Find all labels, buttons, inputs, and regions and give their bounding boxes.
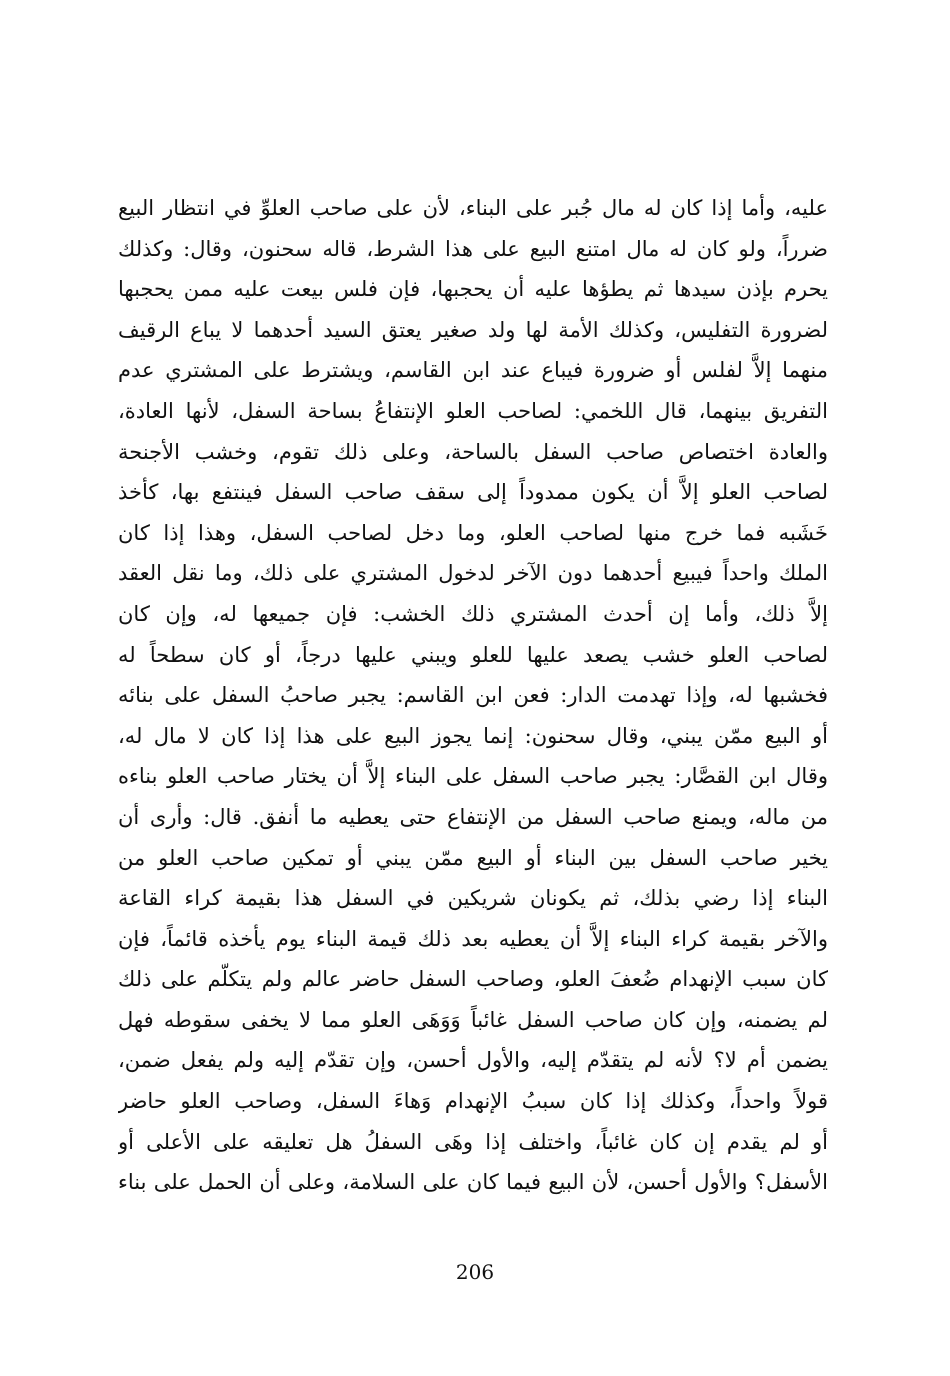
- page-number: 206: [455, 1260, 495, 1284]
- text-line: خَشَبه فما خرج منها لصاحب العلو، وما دخل لصاحب السفل، وهذا إذا كان: [118, 520, 828, 545]
- text-line: التفريق بينهما، قال اللخمي: لصاحب العلو الإنتفاعُ بساحة السفل، لأنها العادة،: [118, 398, 828, 423]
- text-line: وقال ابن القصَّار: يجبر صاحب السفل على البناء إلاَّ أن يختار صاحب العلو بناءه: [118, 764, 828, 789]
- text-line: لضرورة التفليس، وكذلك الأمة لها ولد صغير يعتق السيد أحدهما لا يباع الرقيف: [118, 317, 828, 342]
- text-line: الأسفل؟ والأول أحسن، لأن البيع فيما كان على السلامة، وعلى أن الحمل على بناء: [118, 1170, 828, 1195]
- text-line: البناء إذا رضي بذلك، ثم يكونان شريكين في السفل هذا بقيمة كراء القاعة: [118, 886, 828, 911]
- text-line: الملك واحداً فيبيع أحدهما دون الآخر لدخول المشتري على ذلك، وما نقل العقد: [118, 561, 828, 586]
- text-line: لصاحب العلو خشب يصعد عليها للعلو ويبني عليها درجاً، أو كان سطحاً له: [118, 642, 828, 667]
- text-line: يحرم بإذن سيدها ثم يطؤها عليه أن يحجبها، فإن فلس بيعت عليه ممن يحجبها: [118, 277, 828, 302]
- text-line: من ماله، ويمنع صاحب السفل من الإنتفاع حتى يعطيه ما أنفق. قال: وأرى أن: [118, 804, 828, 829]
- text-line: منهما إلاَّ لفلس أو ضرورة فيباع عند ابن القاسم، ويشترط على المشتري عدم: [118, 358, 828, 383]
- text-line: ضرراً، ولو كان له مال امتنع البيع على هذا الشرط، قاله سحنون، وقال: وكذلك: [118, 236, 828, 261]
- body-text: [118, 188, 828, 1203]
- text-line: فخشبها له، وإذا تهدمت الدار: فعن ابن القاسم: يجبر صاحبُ السفل على بنائه: [118, 683, 828, 708]
- text-line: لصاحب العلو إلاَّ أن يكون ممدوداً إلى سقف صاحب السفل فينتفع بها، كأخذ: [118, 480, 828, 505]
- text-line: يخير صاحب السفل بين البناء أو البيع ممّن يبني أو تمكين صاحب العلو من: [118, 845, 828, 870]
- text-line: والعادة اختصاص صاحب السفل بالساحة، وعلى ذلك تقوم، وخشب الأجنحة: [118, 439, 828, 464]
- text-line: كان سبب الإنهدام ضُعفَ العلو، وصاحب السفل حاضر عالم ولم يتكلّم على ذلك: [118, 967, 828, 992]
- text-line: قولاً واحداً، وكذلك إذا كان سببُ الإنهدام وَهاءَ السفل، وصاحب العلو حاضر: [118, 1089, 828, 1114]
- text-line: أو البيع ممّن يبني، وقال سحنون: إنما يجوز البيع على هذا إذا كان لا مال له،: [118, 723, 828, 748]
- text-line: أو لم يقدم إن كان غائباً، واختلف إذا وهَى السفلُ هل تعليقه على الأعلى أو: [118, 1129, 828, 1154]
- text-line: إلاَّ ذلك، وأما إن أحدث المشتري ذلك الخشب: فإن جميعها له، وإن كان: [118, 601, 828, 626]
- text-line: والآخر بقيمة كراء البناء إلاَّ أن يعطيه بعد ذلك قيمة البناء يوم يأخذه قائماً، فإن: [118, 926, 828, 951]
- text-line: يضمن أم لا؟ لأنه لم يتقدّم إليه، والأول أحسن، وإن تقدّم إليه ولم يفعل ضمن،: [118, 1048, 828, 1073]
- text-line: لم يضمنه، وإن كان صاحب السفل غائباً وَوَهَى العلو مما لا يخفى سقوطه فهل: [118, 1007, 828, 1032]
- text-line: عليه، وأما إذا كان له مال جُبر على البناء، لأن على صاحب العلوِّ في انتظار البيع: [118, 196, 828, 220]
